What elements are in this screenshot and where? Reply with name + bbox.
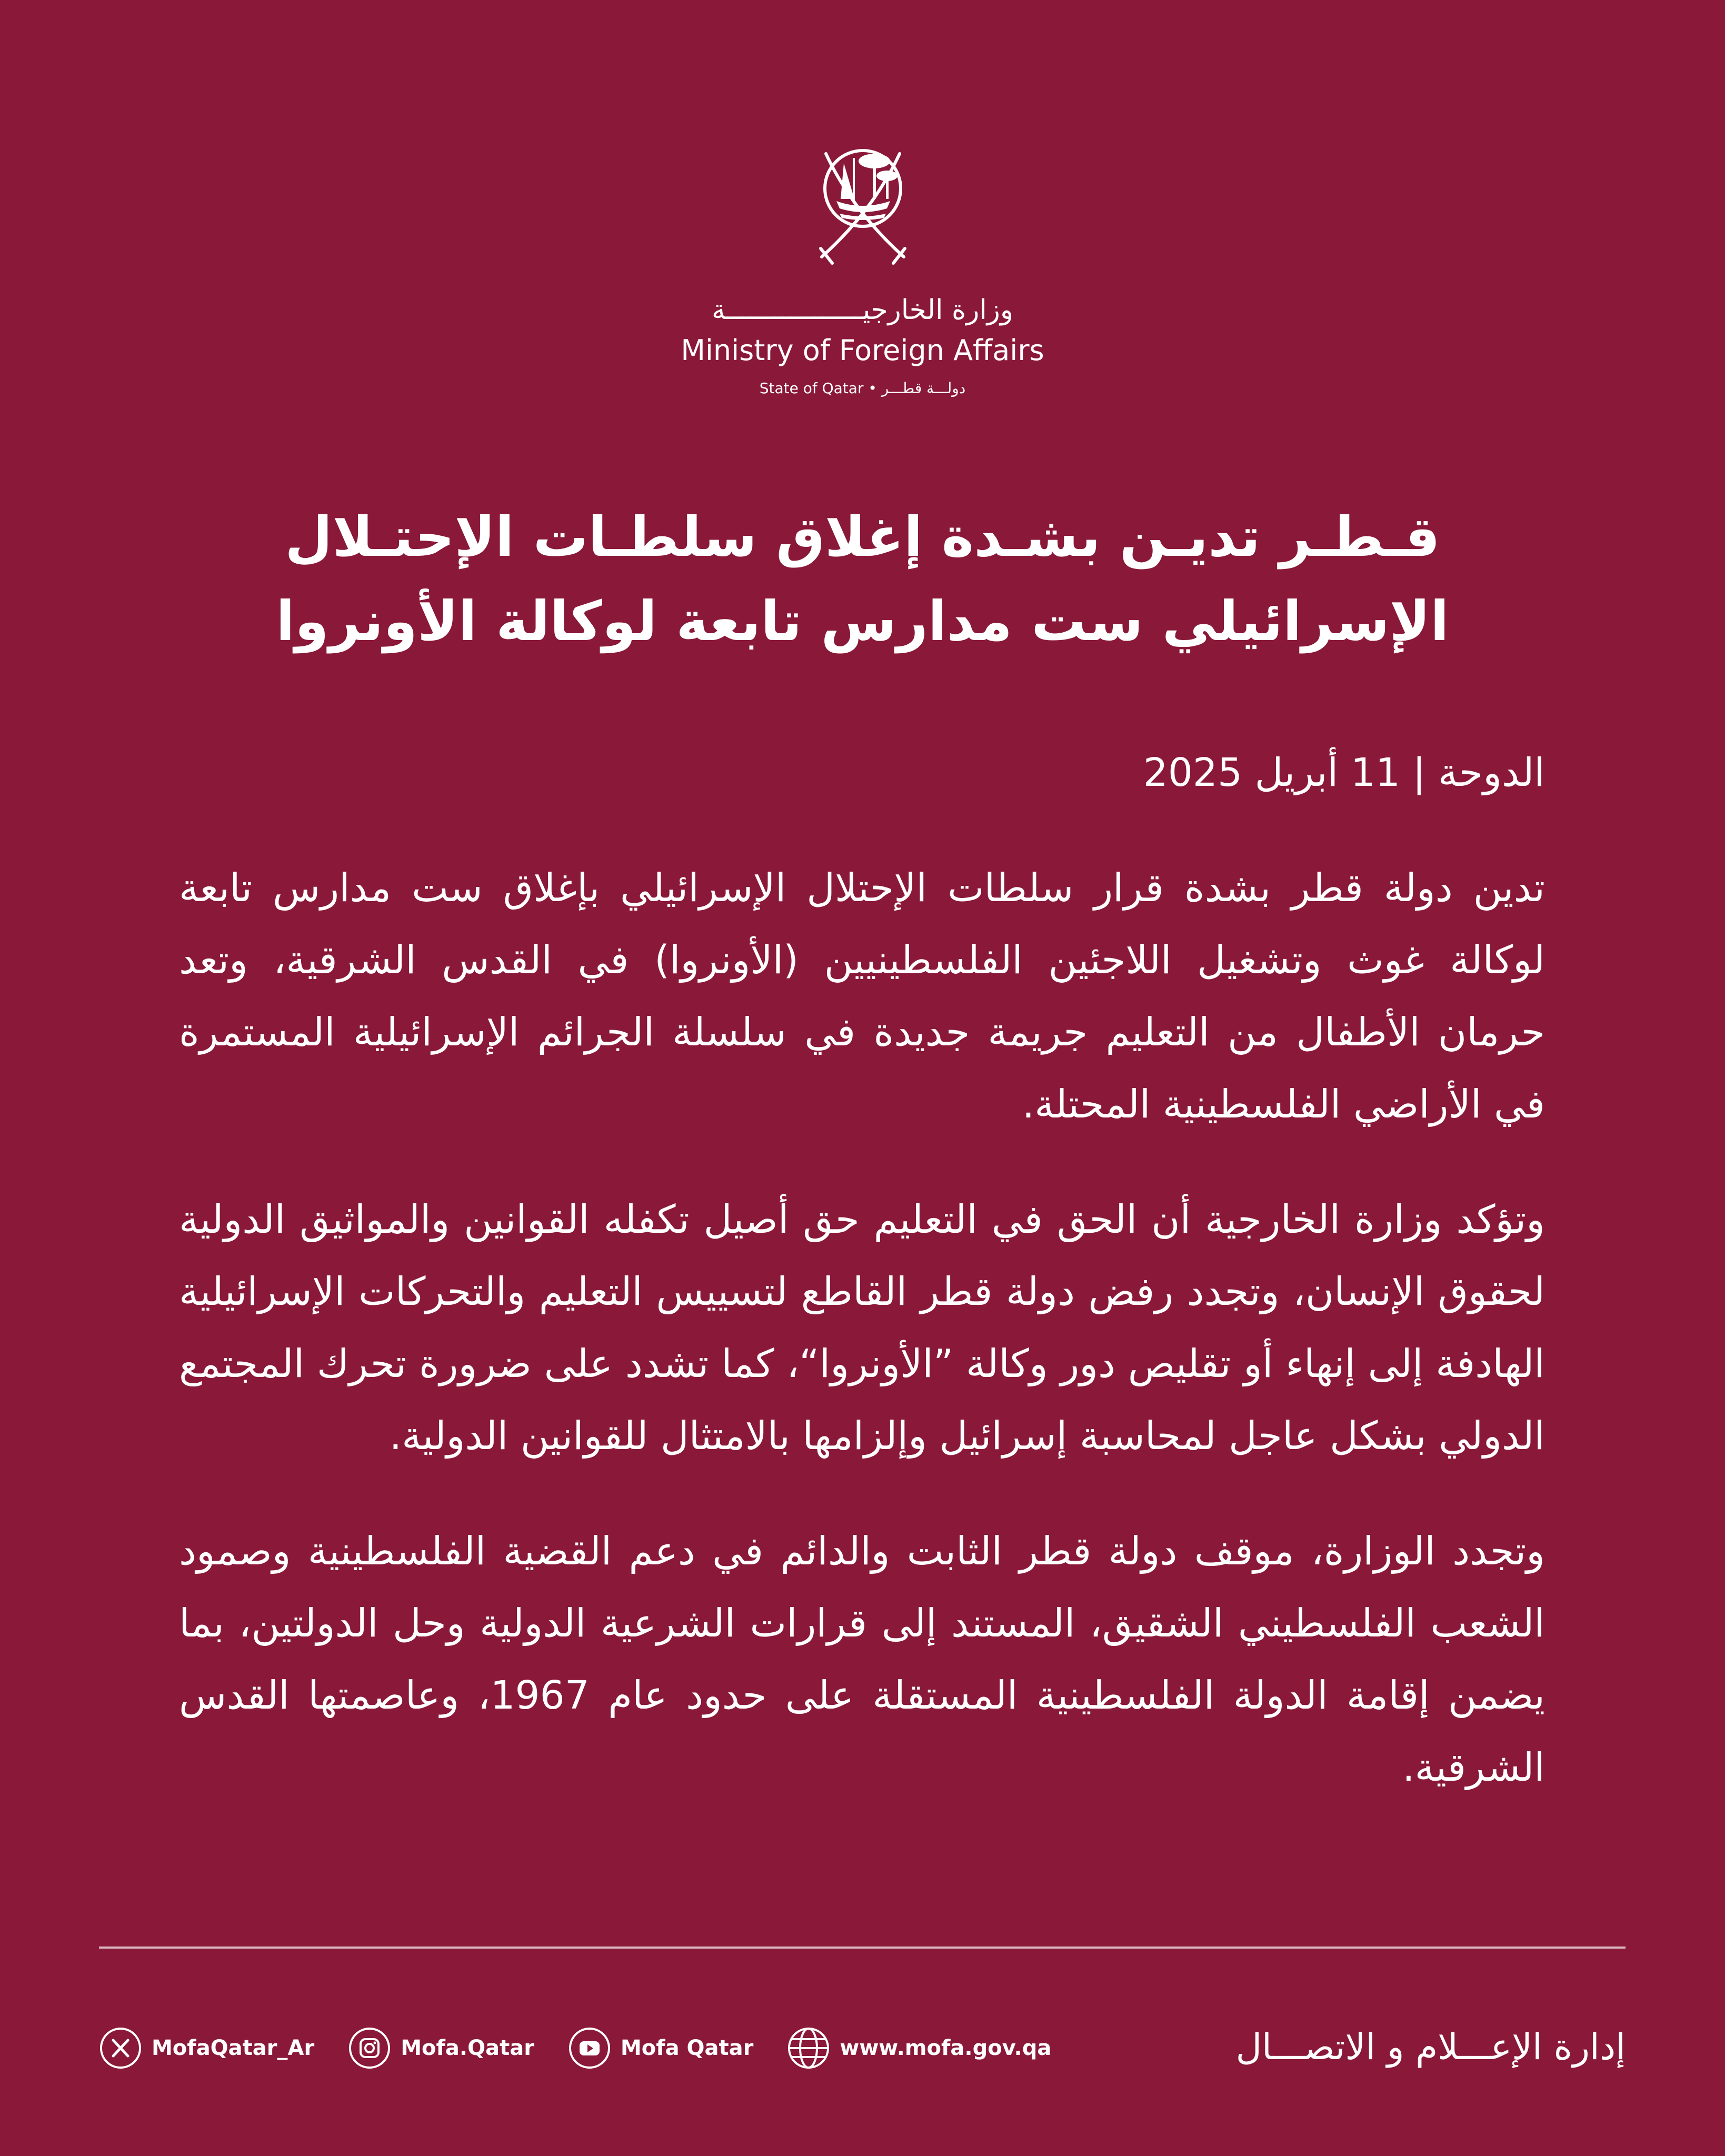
social-link-website[interactable] — [787, 2027, 1051, 2070]
youtube-icon — [568, 2027, 611, 2070]
statement-body — [179, 737, 1545, 1847]
paragraph-3: وتجدد الوزارة، موقف دولة قطر الثابت والدائم في دعم القضية الفلسطينية وصمود الشعب الفلسطيني الشقيق، المستند إلى قرارات الشرعية الدولية وحل الدولتين، بما يضمن إقامة الدولة الفلسطينية المستقلة على حدود عام 1967، وعاصمتها القدس الشرقية. — [179, 1529, 1545, 1790]
footer — [99, 2016, 1626, 2079]
social-links — [99, 2027, 1085, 2070]
title-line-2: الإسرائيلي ست مدارس تابعة لوكالة الأونروا — [276, 589, 1449, 653]
social-link-instagram[interactable] — [348, 2027, 534, 2070]
qatar-emblem-icon — [789, 132, 936, 274]
x-icon — [99, 2027, 142, 2070]
state-of-qatar-label: State of Qatar • دولـــة قطـــر — [759, 380, 966, 397]
department-label: إدارة الإعـــلام و الاتصـــال — [1235, 2027, 1626, 2068]
paragraph-2: وتؤكد وزارة الخارجية أن الحق في التعليم حق أصيل تكفله القوانين والمواثيق الدولية لحقوق الإنسان، وتجدد رفض دولة قطر القاطع لتسييس التعليم والتحركات الإسرائيلية الهادفة إلى إنهاء أو تقليص دور وكالة ”الأونروا“، كما تشدد على ضرورة تحرك المجتمع الدولي بشكل عاجل لمحاسبة إسرائيل وإلزامها بالامتثال للقوانين الدولية. — [179, 1197, 1545, 1459]
ministry-name-arabic: وزارة الخارجيـــــــــــــــــة — [711, 294, 1014, 326]
statement-title — [158, 495, 1567, 663]
footer-divider — [99, 1947, 1626, 1949]
website-url: www.mofa.gov.qa — [840, 2036, 1052, 2060]
ministry-logo — [0, 132, 1725, 400]
ministry-name-english: Ministry of Foreign Affairs — [681, 334, 1044, 367]
title-line-1: قـطـر تديـن بشـدة إغلاق سلطـات الإحتـلال — [285, 505, 1440, 569]
social-link-x[interactable] — [99, 2027, 314, 2070]
x-handle: MofaQatar_Ar — [152, 2036, 315, 2060]
instagram-icon — [348, 2027, 391, 2070]
paragraph-1: تدين دولة قطر بشدة قرار سلطات الإحتلال الإسرائيلي بإغلاق ست مدارس تابعة لوكالة غوث وتشغيل اللاجئين الفلسطينيين (الأونروا) في القدس الشرقية، وتعد حرمان الأطفال من التعليم جريمة جديدة في سلسلة الجرائم الإسرائيلية المستمرة في الأراضي الفلسطينية المحتلة. — [179, 865, 1545, 1127]
globe-icon — [787, 2027, 830, 2070]
dateline: الدوحة | 11 أبريل 2025 — [1143, 750, 1545, 795]
instagram-handle: Mofa.Qatar — [401, 2036, 534, 2060]
youtube-handle: Mofa Qatar — [620, 2036, 754, 2060]
social-link-youtube[interactable] — [568, 2027, 753, 2070]
